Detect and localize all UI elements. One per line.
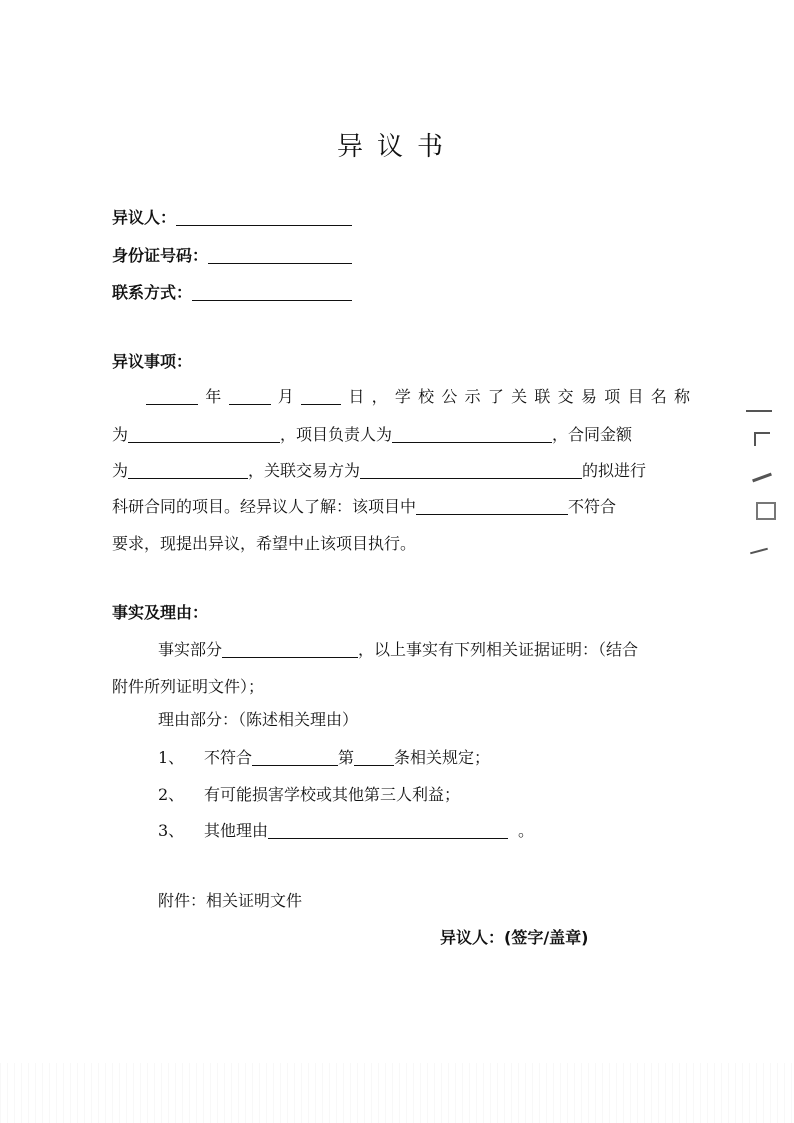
reason-num-1: 1、 bbox=[158, 748, 185, 767]
planned-label: 的拟进行 bbox=[582, 461, 647, 480]
matters-text-1: 日，学校公示了关联交易项目名称 bbox=[341, 387, 690, 406]
day-blank[interactable] bbox=[301, 388, 341, 405]
matters-line-3 bbox=[112, 460, 646, 482]
scan-margin-marks bbox=[744, 410, 784, 570]
contact-blank[interactable] bbox=[192, 284, 352, 301]
fact-label: 事实部分 bbox=[158, 640, 223, 659]
scan-noise bbox=[0, 1063, 794, 1123]
leader-label: ，项目负责人为 bbox=[280, 425, 393, 444]
matters-line-5: 要求，现提出异议，希望中止该项目执行。 bbox=[112, 534, 417, 553]
facts-line-1 bbox=[158, 639, 638, 661]
regulation-blank[interactable] bbox=[252, 749, 338, 766]
project-name-blank[interactable] bbox=[128, 426, 280, 443]
reason-text-2: 有可能损害学校或其他第三人利益； bbox=[204, 785, 461, 804]
article-blank[interactable] bbox=[354, 749, 394, 766]
facts-heading: 事实及理由： bbox=[112, 603, 209, 622]
fact-blank[interactable] bbox=[222, 641, 358, 658]
year-label: 年 bbox=[198, 387, 229, 406]
reason-text-1b: 第 bbox=[338, 748, 355, 767]
reason-text-1a: 不符合 bbox=[204, 748, 253, 767]
reason-num-2: 2、 bbox=[158, 785, 185, 804]
fact-text: ，以上事实有下列相关证据证明：（结合 bbox=[358, 640, 639, 659]
wei-label-2: 为 bbox=[112, 461, 129, 480]
contact-row bbox=[112, 282, 352, 304]
party-blank[interactable] bbox=[360, 462, 582, 479]
other-reason-blank[interactable] bbox=[268, 822, 508, 839]
matters-heading: 异议事项： bbox=[112, 352, 193, 371]
matters-line-2 bbox=[112, 424, 632, 446]
matters-text-4a: 科研合同的项目。经异议人了解：该项目中 bbox=[112, 497, 417, 516]
amount-label: ，合同金额 bbox=[552, 425, 633, 444]
reason-end-3: 。 bbox=[518, 821, 535, 840]
noncompliance-blank[interactable] bbox=[416, 498, 568, 515]
objector-row bbox=[112, 207, 352, 229]
facts-line-2: 附件所列证明文件）； bbox=[112, 677, 265, 696]
id-number-blank[interactable] bbox=[208, 247, 352, 264]
reason-text-1c: 条相关规定； bbox=[394, 748, 491, 767]
wei-label: 为 bbox=[112, 425, 129, 444]
reason-num-3: 3、 bbox=[158, 821, 185, 840]
attachment-note: 附件：相关证明文件 bbox=[158, 891, 303, 910]
objector-blank[interactable] bbox=[176, 209, 352, 226]
contact-label: 联系方式： bbox=[112, 283, 193, 302]
id-number-row bbox=[112, 245, 352, 267]
party-label: ，关联交易方为 bbox=[248, 461, 361, 480]
leader-blank[interactable] bbox=[392, 426, 552, 443]
matters-line-4 bbox=[112, 496, 616, 518]
id-number-label: 身份证号码： bbox=[112, 246, 209, 265]
matters-text-4b: 不符合 bbox=[568, 497, 617, 516]
signature-line: 异议人：(签字/盖章) bbox=[440, 928, 589, 947]
objector-label: 异议人： bbox=[112, 208, 177, 227]
year-blank[interactable] bbox=[146, 388, 198, 405]
amount-blank[interactable] bbox=[128, 462, 248, 479]
matters-line-1 bbox=[112, 386, 690, 408]
reason-intro: 理由部分：（陈述相关理由） bbox=[158, 710, 359, 729]
month-blank[interactable] bbox=[229, 388, 271, 405]
reason-item-1 bbox=[158, 747, 490, 769]
reason-item-2 bbox=[158, 784, 460, 806]
month-label: 月 bbox=[270, 387, 302, 406]
document-title: 异议书 bbox=[336, 132, 457, 162]
reason-text-3: 其他理由 bbox=[204, 821, 269, 840]
reason-item-3 bbox=[158, 820, 534, 842]
